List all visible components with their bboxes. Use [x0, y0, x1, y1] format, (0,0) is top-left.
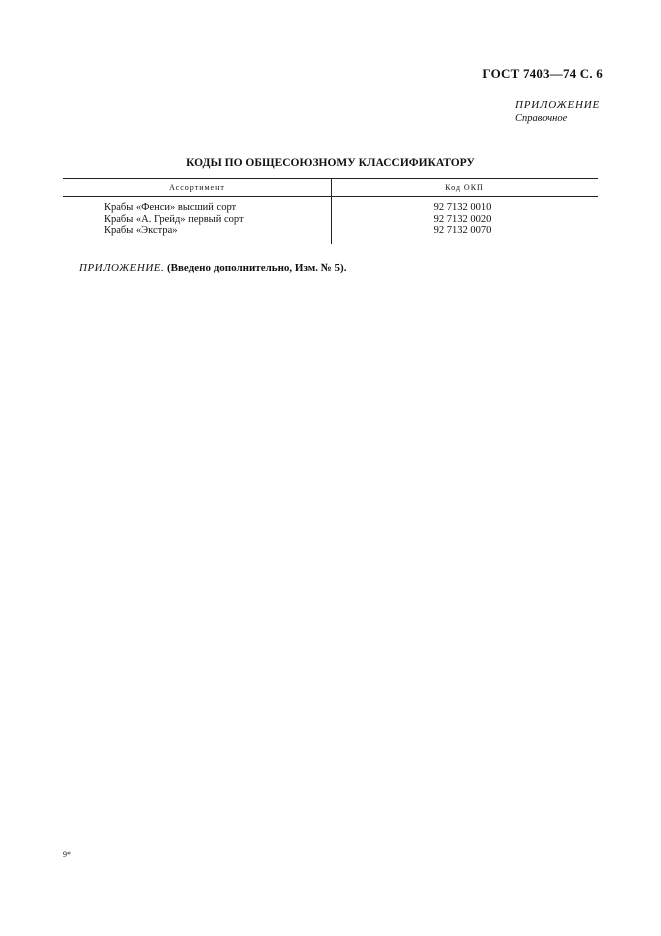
section-title: КОДЫ ПО ОБЩЕСОЮЗНОМУ КЛАССИФИКАТОРУ	[186, 157, 475, 169]
page-mark: 9*	[63, 850, 71, 859]
okp-code-cell: 92 7132 0010	[433, 202, 492, 213]
okp-code-cell: 92 7132 0070	[433, 225, 492, 236]
document-reference: ГОСТ 7403—74 С. 6	[482, 66, 603, 81]
assortment-cell: Крабы «Фенси» высший сорт	[104, 202, 237, 213]
assortment-cell: Крабы «Экстра»	[104, 225, 178, 236]
column-header-okp-code: Код ОКП	[445, 183, 484, 192]
appendix-title: ПРИЛОЖЕНИЕ	[515, 99, 600, 111]
okp-code-cell: 92 7132 0020	[433, 213, 492, 225]
appendix-subtitle: Справочное	[515, 113, 568, 124]
assortment-cell: Крабы «А. Грейд» первый сорт	[104, 213, 244, 225]
note-label: ПРИЛОЖЕНИЕ.	[79, 262, 165, 274]
note-text: (Введено дополнительно, Изм. № 5).	[166, 262, 347, 274]
codes-table	[63, 178, 598, 237]
column-header-assortment: Ассортимент	[169, 183, 225, 192]
appendix-label	[515, 99, 600, 125]
column-divider	[331, 178, 332, 244]
amendment-note	[79, 262, 346, 274]
